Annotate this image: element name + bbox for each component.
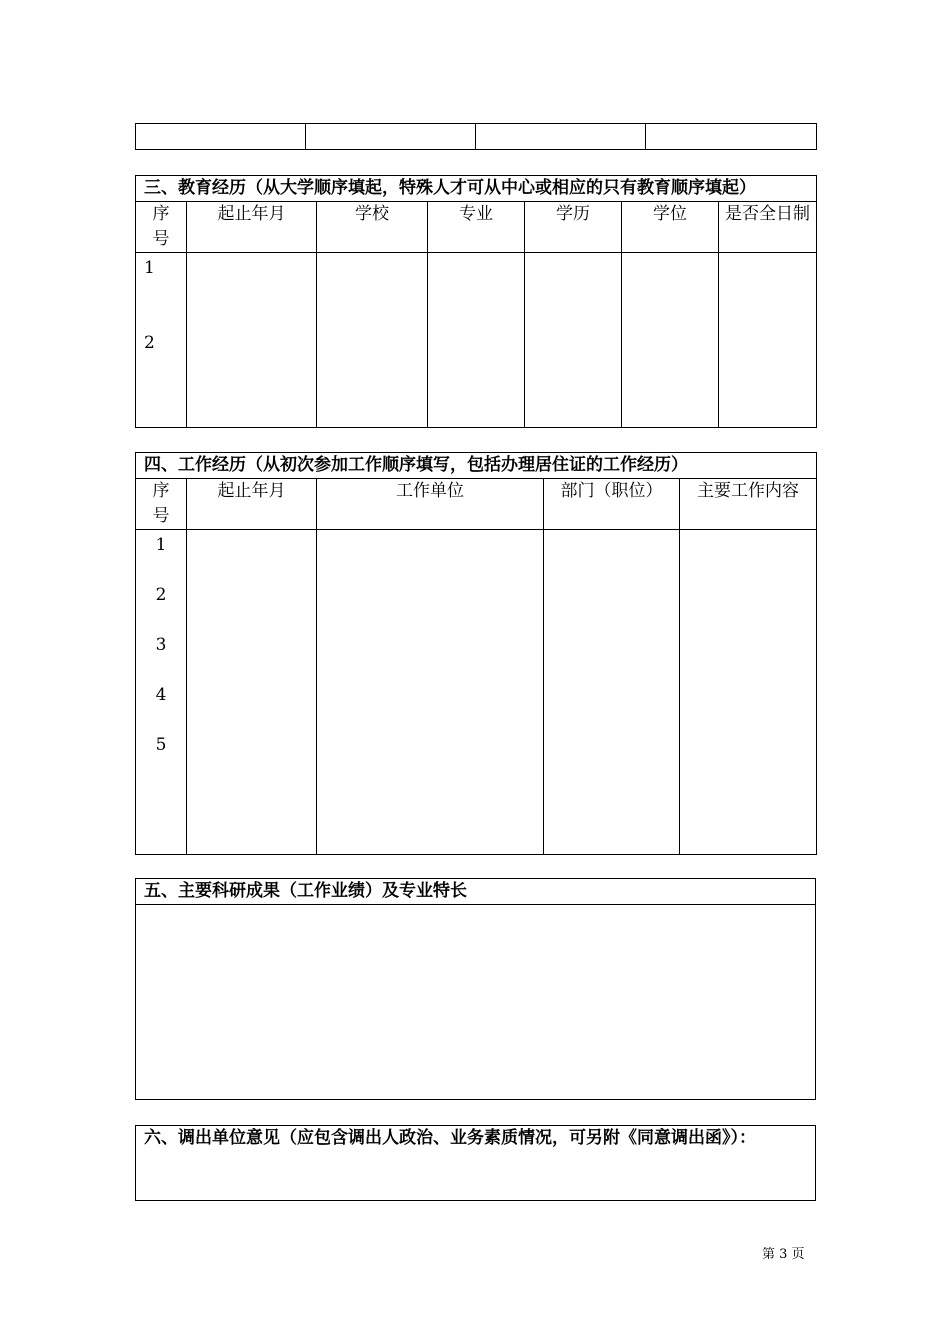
fulltime-cell[interactable]	[719, 253, 817, 428]
department-cell[interactable]	[544, 530, 680, 855]
opinion-table	[135, 1125, 816, 1201]
previous-table-bottom-row	[135, 123, 817, 150]
col-header-serial: 序号	[136, 202, 187, 253]
section-title-research: 五、主要科研成果（工作业绩）及专业特长	[136, 879, 816, 905]
col-header-degree-level: 学历	[525, 202, 622, 253]
row-number: 2	[144, 333, 155, 353]
col-header-department: 部门（职位）	[544, 479, 680, 530]
section-title-education: 三、教育经历（从大学顺序填起，特殊人才可从中心或相应的只有教育顺序填起）	[136, 176, 817, 202]
degree-level-cell[interactable]	[525, 253, 622, 428]
row-number: 4	[155, 685, 167, 705]
section-title-opinion-text: 六、调出单位意见（应包含调出人政治、业务素质情况，可另附《同意调出函》）：	[144, 1128, 756, 1148]
empty-cell[interactable]	[476, 124, 646, 150]
section-title-opinion[interactable]	[136, 1126, 816, 1201]
row-number: 5	[155, 735, 167, 755]
col-header-degree: 学位	[622, 202, 719, 253]
row-number: 1	[144, 258, 155, 278]
col-header-fulltime: 是否全日制	[719, 202, 817, 253]
work-table	[135, 452, 817, 855]
degree-cell[interactable]	[622, 253, 719, 428]
empty-cell[interactable]	[646, 124, 817, 150]
major-cell[interactable]	[428, 253, 525, 428]
period-cell[interactable]	[187, 530, 317, 855]
research-content-area[interactable]	[136, 905, 816, 1100]
col-header-period: 起止年月	[187, 202, 317, 253]
row-number: 3	[155, 635, 167, 655]
page-number: 第 3 页	[762, 1247, 805, 1262]
serial-column	[136, 253, 187, 428]
section-title-work: 四、工作经历（从初次参加工作顺序填写，包括办理居住证的工作经历）	[136, 453, 817, 479]
empty-cell[interactable]	[136, 124, 306, 150]
col-header-duties: 主要工作内容	[680, 479, 817, 530]
col-header-period: 起止年月	[187, 479, 317, 530]
duties-cell[interactable]	[680, 530, 817, 855]
education-table	[135, 175, 817, 428]
period-cell[interactable]	[187, 253, 317, 428]
school-cell[interactable]	[317, 253, 428, 428]
research-table	[135, 878, 816, 1100]
empty-cell[interactable]	[306, 124, 476, 150]
col-header-employer: 工作单位	[317, 479, 544, 530]
employer-cell[interactable]	[317, 530, 544, 855]
row-number: 1	[155, 535, 167, 555]
row-number: 2	[155, 585, 167, 605]
col-header-major: 专业	[428, 202, 525, 253]
col-header-serial: 序号	[136, 479, 187, 530]
serial-column	[136, 530, 187, 855]
col-header-school: 学校	[317, 202, 428, 253]
